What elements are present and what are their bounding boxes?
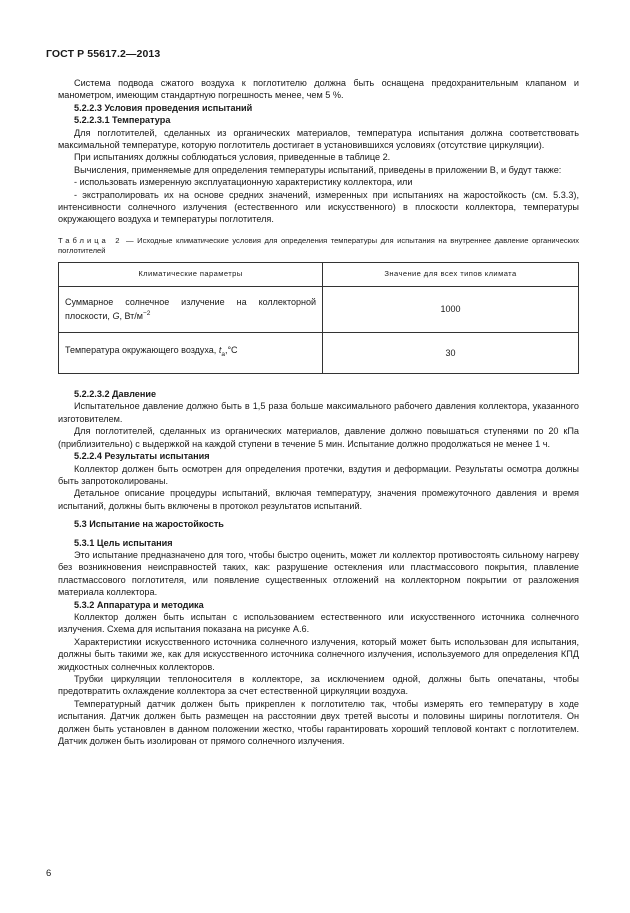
param-symbol: G <box>112 311 120 322</box>
document-header: ГОСТ Р 55617.2—2013 <box>46 48 161 60</box>
paragraph: Температурный датчик должен быть прикреплен к поглотителю так, чтобы измерять его температуру в ходе испытания. Датчик должен быть размещен на расстоянии двух третей высоты и половины ширины поглотителя. Он должен быть установлен в данном положении жестко, чтобы гарантировать хороший тепловой контакт с поглотителем. Датчик должен быть изолирован от прямого солнечного излучения. <box>58 698 579 747</box>
paragraph: Коллектор должен быть осмотрен для определения протечки, вздутия и деформации. Результаты осмотра должны быть запротоколированы. <box>58 463 579 486</box>
table-2-caption <box>58 236 579 257</box>
page-body <box>58 77 579 747</box>
table-2-label: Таблица 2 <box>58 235 123 245</box>
param-text: Температура окружающего воздуха, <box>65 345 219 356</box>
param-unit: , Вт/м <box>119 311 143 322</box>
paragraph: Коллектор должен быть испытан с использованием естественного или искусственного источника солнечного излучения. Схема для испытания показана на рисунке А.6. <box>58 611 579 635</box>
list-item: - экстраполировать их на основе средних значений, измеренных при испытаниях на жаростойкость (см. 5.3.3), интенсивности солнечного излучения (естественного или искусственного) в плоскости коллектора, температуры окружающего воздуха и температуры поглотителя. <box>58 189 579 225</box>
paragraph: Испытательное давление должно быть в 1,5 раза больше максимального рабочего давления коллектора, указанного изготовителем. <box>58 401 579 424</box>
table-cell-parameter <box>59 333 323 374</box>
table-2-caption-text: — Исходные климатические условия для определения температуры для испытания на внутреннее давление органических поглотителей <box>58 235 579 256</box>
table-header-row <box>59 263 579 287</box>
table-column-header: Значение для всех типов климата <box>323 263 579 287</box>
section-5-3-heading: 5.3 Испытание на жаростойкость <box>74 519 224 530</box>
paragraph: При испытаниях должны соблюдаться условия, приведенные в таблице 2. <box>74 152 391 163</box>
section-5-2-2-4-heading: 5.2.2.4 Результаты испытания <box>74 451 210 462</box>
table-row <box>59 287 579 333</box>
section-5-3-1-heading: 5.3.1 Цель испытания <box>74 537 173 548</box>
table-cell-value: 30 <box>323 333 579 374</box>
paragraph: Вычисления, применяемые для определения температуры испытаний, приведены в приложении В, и будут также: <box>74 164 562 175</box>
paragraph: Это испытание предназначено для того, чтобы быстро оценить, может ли коллектор противостоять сильному нагреву без возникновения неисправностей таких, как: разрушение остекления или пластмассового покрытия, плавление пластмассового поглотителя, или появление существенных отложений на коллекторном покрытии от разложения материала коллектора. <box>58 549 579 598</box>
section-5-3-2-heading: 5.3.2 Аппаратура и методика <box>74 599 204 610</box>
section-5-2-2-3-2-heading: 5.2.2.3.2 Давление <box>74 389 157 400</box>
paragraph: Характеристики искусственного источника солнечного излучения, который может быть использован для испытания, должны быть такими же, как для искусственного источника солнечного излучения, используемого для определения КПД жидкостных солнечных коллекторов. <box>58 636 579 672</box>
table-row <box>59 333 579 374</box>
section-5-2-2-3-1-heading: 5.2.2.3.1 Температура <box>74 115 171 126</box>
table-cell-value: 1000 <box>323 287 579 333</box>
table-cell-parameter <box>59 287 323 333</box>
param-text: Суммарное солнечное излучение на коллекторной плоскости, <box>65 296 316 322</box>
table-2 <box>58 262 579 374</box>
intro-paragraph: Система подвода сжатого воздуха к поглотителю должна быть оснащена предохранительным клапаном и манометром, имеющим стандартную погрешность менее, чем 5 %. <box>58 78 579 101</box>
paragraph: Детальное описание процедуры испытаний, включая температуру, значения промежуточного давления и время испытаний, должны быть включены в протокол результатов испытаний. <box>58 488 579 511</box>
page-number: 6 <box>46 868 52 879</box>
paragraph: Трубки циркуляции теплоносителя в коллекторе, за исключением одной, должны быть опечатаны, чтобы предотвратить охлаждение коллектора за счет естественной циркуляции воздуха. <box>58 674 579 697</box>
table-column-header: Климатические параметры <box>59 263 323 287</box>
section-5-2-2-3-heading: 5.2.2.3 Условия проведения испытаний <box>74 102 253 113</box>
list-item: - использовать измеренную эксплуатационную характеристику коллектора, или <box>74 177 413 188</box>
param-symbol: t <box>218 345 222 356</box>
paragraph: Для поглотителей, сделанных из органических материалов, температура испытания должна соответствовать максимальной температуре, которую поглотитель достигает в установившихся условиях (отсутствие циркуляции). <box>58 127 579 151</box>
paragraph: Для поглотителей, сделанных из органических материалов, давление должно повышаться ступенями по 20 кПа (приблизительно) с выдержкой на каждой ступени в течение 5 мин. Испытание должно продолжаться не менее 1 ч. <box>58 426 579 449</box>
param-unit: ,°С <box>224 345 238 356</box>
param-subscript: a <box>221 351 225 359</box>
param-exponent: −2 <box>142 310 151 318</box>
